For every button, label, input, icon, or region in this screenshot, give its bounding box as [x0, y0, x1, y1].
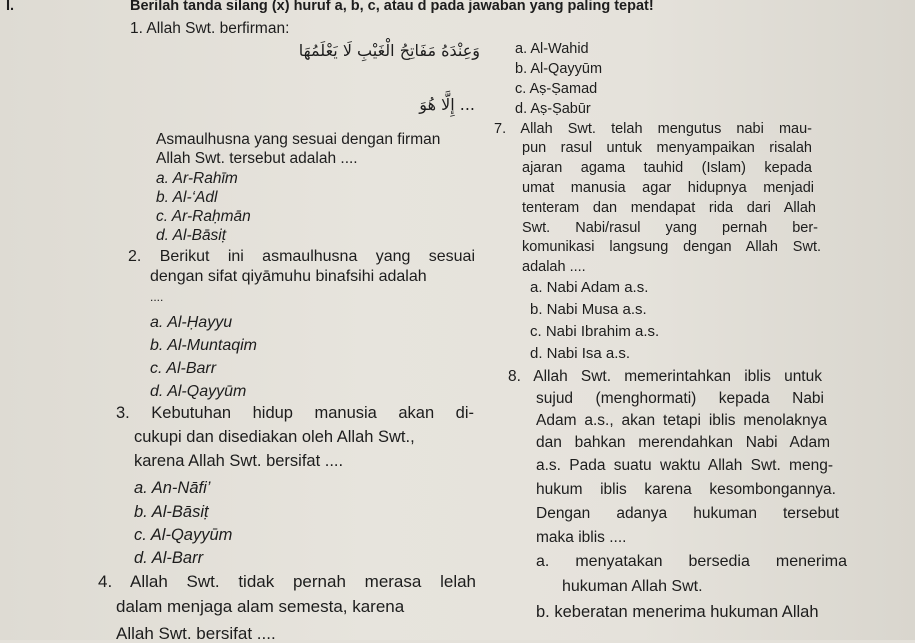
q2-line2: dengan sifat qiyāmuhu binafsihi adalah — [150, 268, 427, 285]
q8-line1: 8. Allah Swt. memerintahkan iblis untuk — [508, 368, 822, 385]
q8-line5: a.s. Pada suatu waktu Allah Swt. meng- — [536, 457, 833, 474]
q1-option-c[interactable]: c. Ar-Raḥmān — [156, 208, 251, 225]
q7-line8: adalah .... — [522, 259, 586, 275]
q8-option-a-cont: hukuman Allah Swt. — [562, 578, 703, 595]
q7-line4: umat manusia agar hidupnya menjadi — [522, 180, 814, 196]
q1-stem: 1. Allah Swt. berfirman: — [130, 20, 290, 37]
q1-question-line1: Asmaulhusna yang sesuai dengan firman — [156, 131, 441, 148]
q8-option-b[interactable]: b. keberatan menerima hukuman Allah — [536, 603, 819, 621]
q7-line2: pun rasul untuk menyampaikan risalah — [522, 140, 812, 156]
q7-option-d[interactable]: d. Nabi Isa a.s. — [530, 345, 631, 362]
q8-line2: sujud (menghormati) kepada Nabi — [536, 390, 824, 407]
q1-arabic-line1: وَعِنْدَهُ مَفَاتِحُ الْغَيْبِ لَا يَعْلَمُهَا — [298, 41, 480, 60]
q6-option-a[interactable]: a. Al-Wahid — [515, 41, 589, 57]
q8-line7: Dengan adanya hukuman tersebut — [536, 505, 839, 522]
q7-line5: tenteram dan mendapat rida dari Allah — [522, 200, 816, 216]
q2-line3: .... — [150, 290, 164, 304]
section-number: I. — [6, 0, 15, 14]
q3-option-c[interactable]: c. Al-Qayyūm — [134, 526, 233, 544]
q6-option-b[interactable]: b. Al-Qayyūm — [515, 61, 603, 77]
q3-option-d[interactable]: d. Al-Barr — [134, 549, 204, 567]
q3-line2: cukupi dan disediakan oleh Allah Swt., — [134, 428, 415, 446]
q2-option-c[interactable]: c. Al-Barr — [150, 360, 217, 377]
q8-line3: Adam a.s., akan tetapi iblis menolaknya — [536, 412, 827, 429]
q1-arabic-line2: ... إِلَّا هُوَ — [419, 95, 475, 114]
q3-option-b[interactable]: b. Al-Bāsiṭ — [134, 503, 209, 521]
q7-option-c[interactable]: c. Nabi Ibrahim a.s. — [530, 323, 660, 340]
q2-option-a[interactable]: a. Al-Ḥayyu — [150, 314, 233, 331]
q4-line2: dalam menjaga alam semesta, karena — [116, 597, 405, 616]
q2-line1: 2. Berikut ini asmaulhusna yang sesuai — [128, 248, 475, 265]
q3-line1: 3. Kebutuhan hidup manusia akan di- — [116, 404, 474, 422]
q8-option-a[interactable]: a. menyatakan bersedia menerima — [536, 553, 847, 570]
q8-line6: hukum iblis karena kesombongannya. — [536, 481, 836, 498]
q7-line7: komunikasi langsung dengan Allah Swt. — [522, 239, 821, 255]
q6-option-c[interactable]: c. Aṣ-Ṣamad — [515, 81, 598, 97]
q4-line3: Allah Swt. bersifat .... — [116, 624, 276, 643]
q1-option-a[interactable]: a. Ar-Rahīm — [156, 170, 238, 187]
q2-option-b[interactable]: b. Al-Muntaqim — [150, 337, 257, 354]
q7-line6: Swt. Nabi/rasul yang pernah ber- — [522, 220, 818, 236]
q1-option-d[interactable]: d. Al-Bāsiṭ — [156, 227, 227, 244]
q6-option-d[interactable]: d. Aṣ-Ṣabūr — [515, 101, 591, 117]
q3-line3: karena Allah Swt. bersifat .... — [134, 452, 344, 470]
q7-line3: ajaran agama tauhid (Islam) kepada — [522, 160, 812, 176]
q3-option-a[interactable]: a. An-Nāfi’ — [134, 479, 211, 497]
q8-line8: maka iblis .... — [536, 529, 627, 546]
instruction-text: Berilah tanda silang (x) huruf a, b, c, atau d pada jawaban yang paling tepat! — [130, 0, 654, 14]
q4-line1: 4. Allah Swt. tidak pernah merasa lelah — [98, 572, 476, 591]
q2-option-d[interactable]: d. Al-Qayyūm — [150, 383, 247, 400]
q8-line4: dan bahkan merendahkan Nabi Adam — [536, 434, 830, 451]
q7-line1: 7. Allah Swt. telah mengutus nabi mau- — [494, 121, 812, 137]
q7-option-b[interactable]: b. Nabi Musa a.s. — [530, 301, 647, 318]
q7-option-a[interactable]: a. Nabi Adam a.s. — [530, 279, 649, 296]
q1-option-b[interactable]: b. Al-‘Adl — [156, 189, 218, 206]
q1-question-line2: Allah Swt. tersebut adalah .... — [156, 150, 358, 167]
